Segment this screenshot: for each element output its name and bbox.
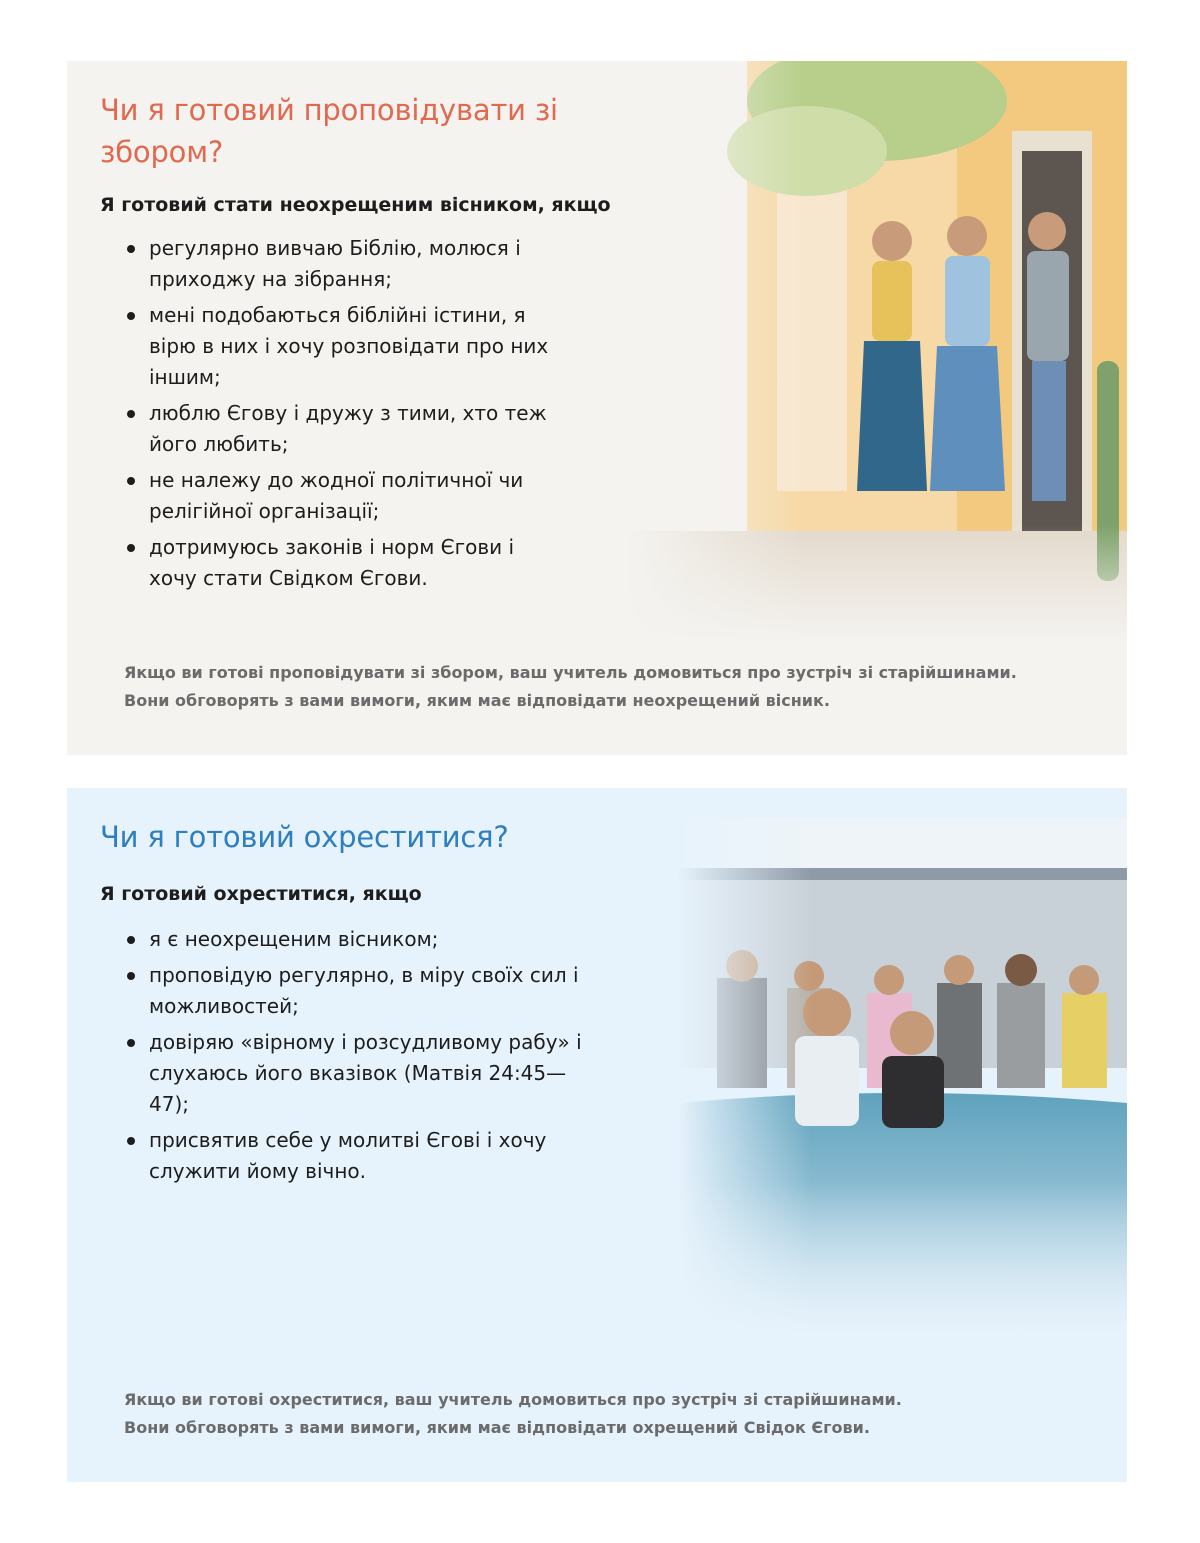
footnote-line: Якщо ви готові проповідувати зі збором, ваш учитель домовиться про зустріч зі старійшинами. — [124, 663, 1017, 682]
list-item: довіряю «вірному і розсудливому рабу» і слухаюсь його вказівок (Матвія 24:45—47); — [125, 1027, 595, 1120]
door-to-door-illustration-image — [627, 61, 1127, 641]
door-to-door-illustration — [627, 61, 1127, 641]
baptism-footnote — [124, 1386, 1104, 1442]
publisher-title: Чи я готовий проповідувати зі збором? — [100, 93, 558, 169]
list-item: не належу до жодної політичної чи релігійної організації; — [125, 465, 565, 527]
list-item: дотримуюсь законів і норм Єгови і хочу стати Свідком Єгови. — [125, 532, 565, 594]
publisher-subheading: Я готовий стати неохрещеним вісником, якщо — [100, 194, 611, 216]
list-item: мені подобаються біблійні істини, я вірю в них і хочу розповідати про них іншим; — [125, 300, 565, 393]
list-item: регулярно вивчаю Біблію, молюся і приходжу на зібрання; — [125, 233, 565, 295]
footnote-line: Вони обговорять з вами вимоги, яким має відповідати охрещений Свідок Єгови. — [124, 1418, 870, 1437]
list-item: люблю Єгову і дружу з тими, хто теж його любить; — [125, 398, 565, 460]
baptism-illustration-image — [677, 818, 1127, 1338]
publisher-panel — [67, 61, 1127, 755]
baptism-illustration — [677, 818, 1127, 1338]
footnote-line: Якщо ви готові охреститися, ваш учитель домовиться про зустріч зі старійшинами. — [124, 1390, 902, 1409]
publisher-footnote — [124, 659, 1104, 715]
baptism-title: Чи я готовий охреститися? — [100, 820, 509, 854]
baptism-requirements-list — [125, 924, 595, 1192]
list-item: я є неохрещеним вісником; — [125, 924, 595, 955]
baptism-subheading: Я готовий охреститися, якщо — [100, 883, 422, 905]
list-item: присвятив себе у молитві Єгові і хочу служити йому вічно. — [125, 1125, 595, 1187]
baptism-panel — [67, 788, 1127, 1482]
footnote-line: Вони обговорять з вами вимоги, яким має відповідати неохрещений вісник. — [124, 691, 830, 710]
publisher-requirements-list — [125, 233, 565, 599]
list-item: проповідую регулярно, в міру своїх сил і можливостей; — [125, 960, 595, 1022]
